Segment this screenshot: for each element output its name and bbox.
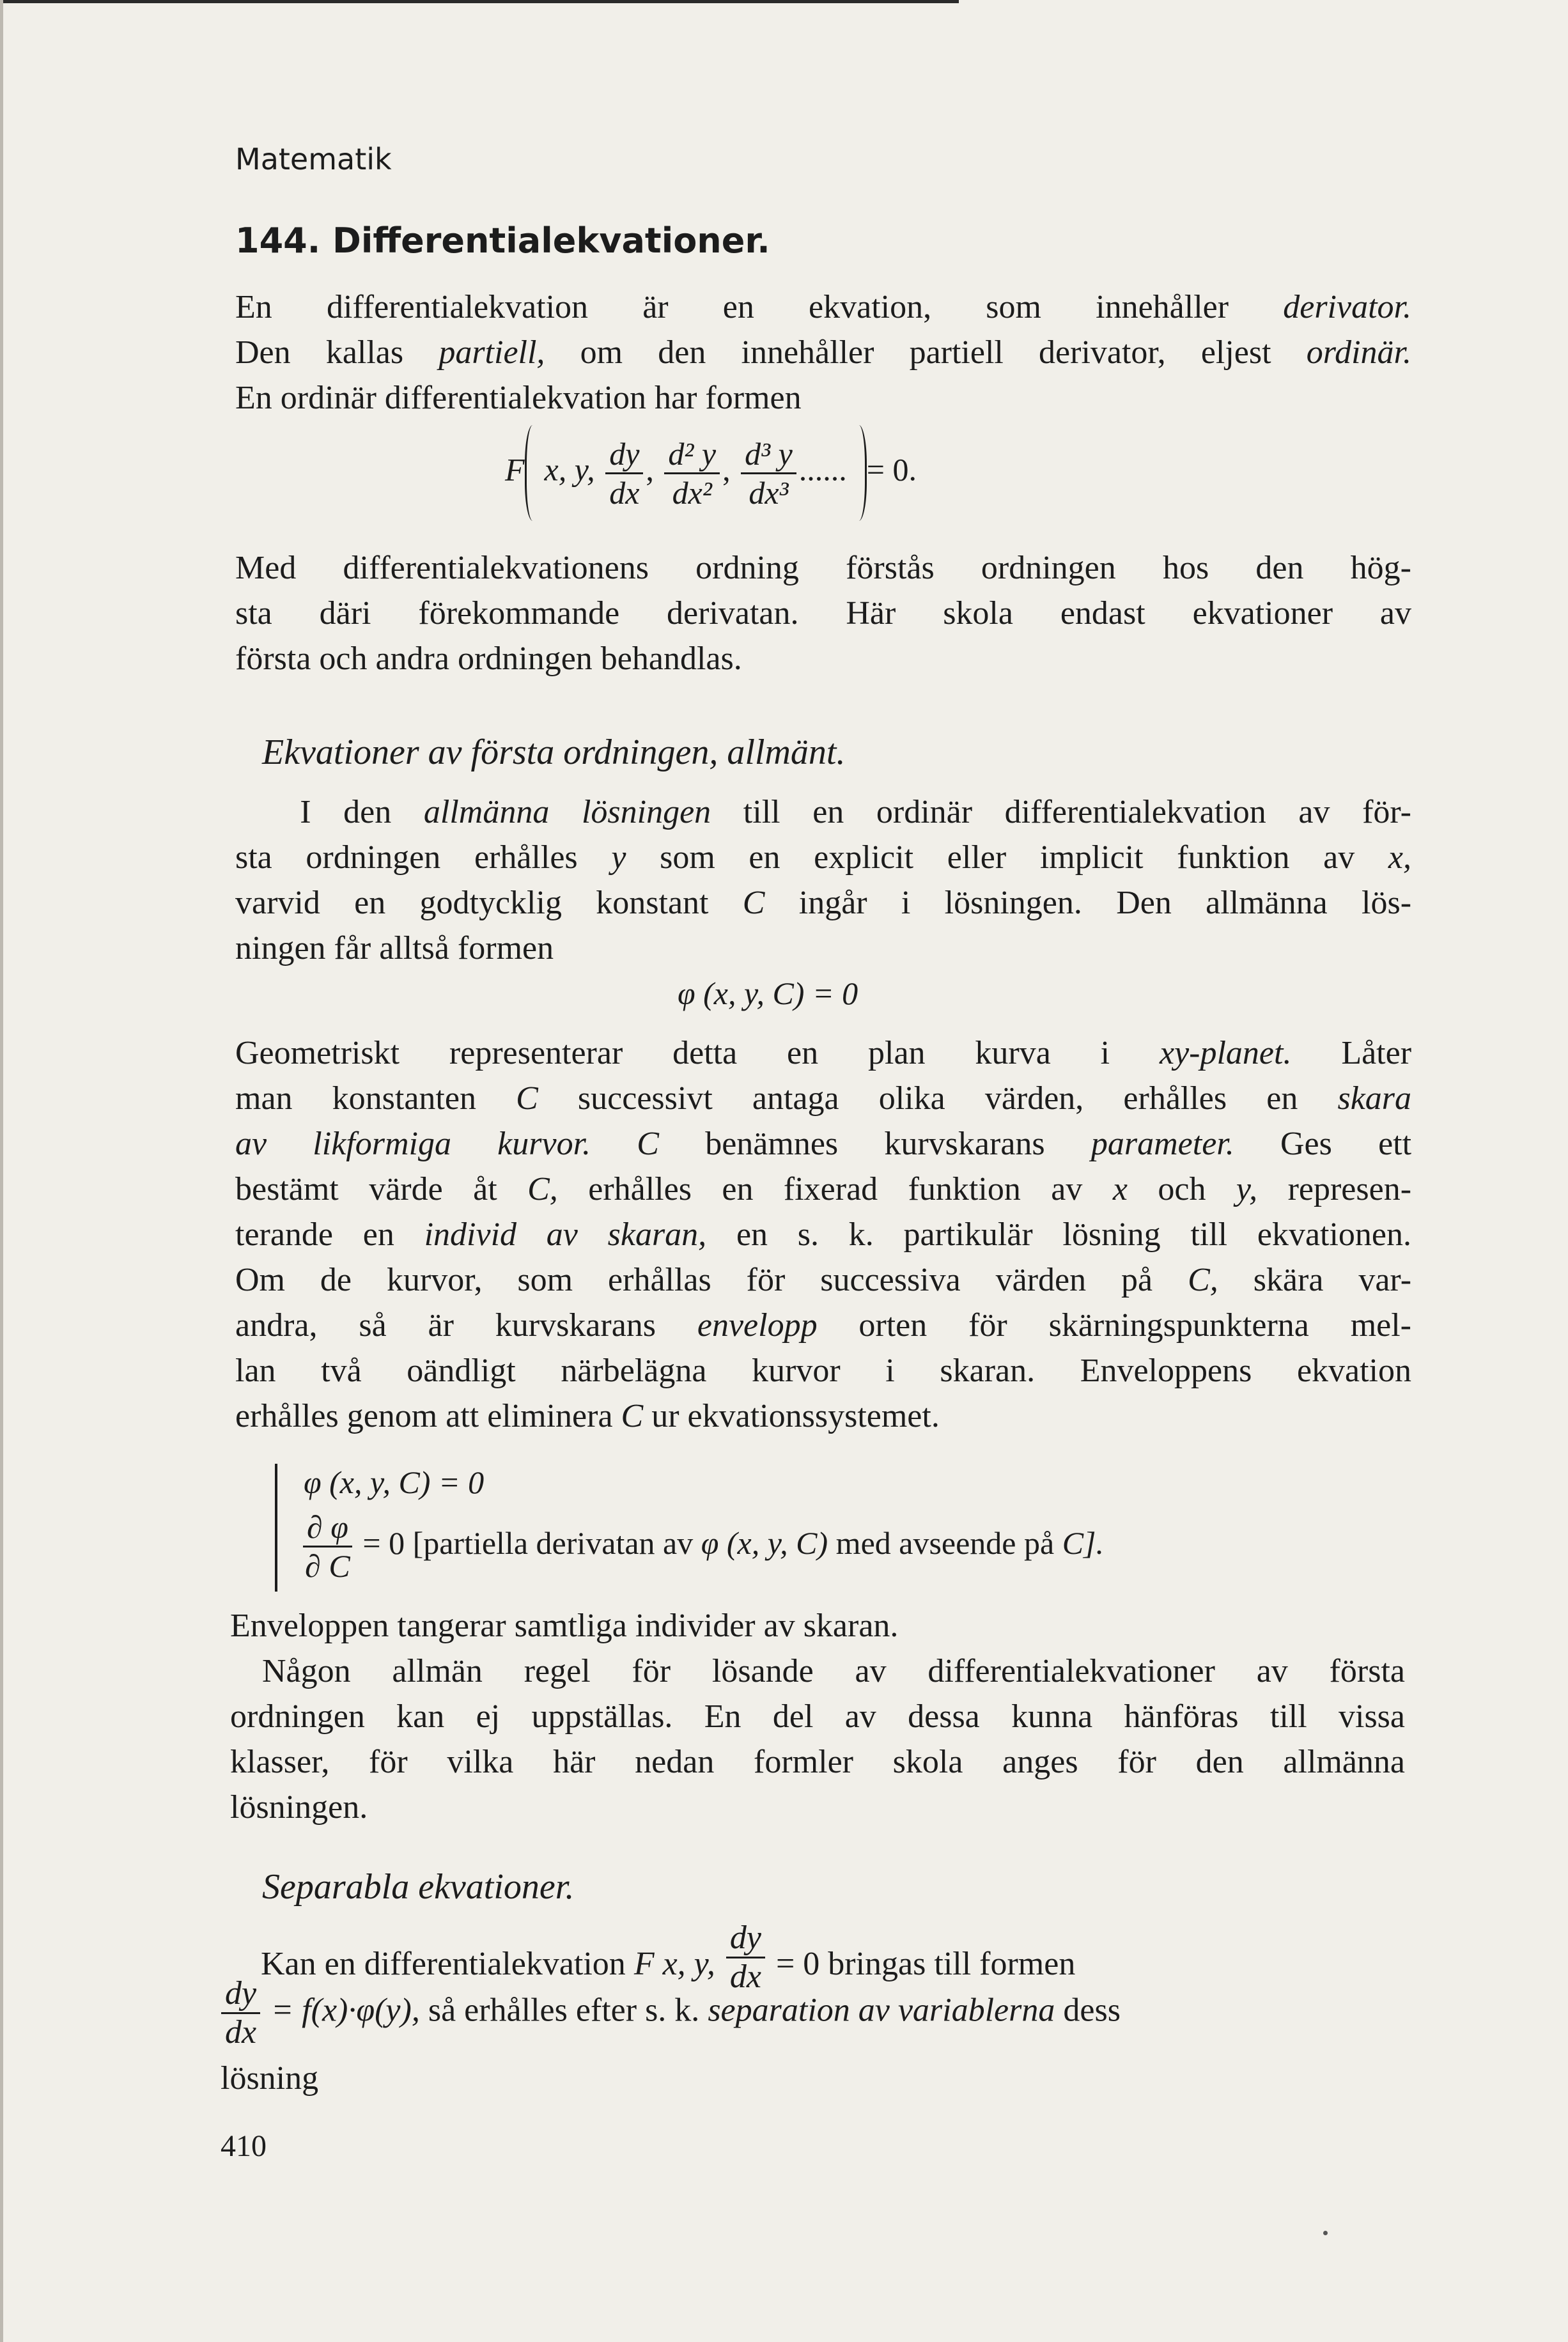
text-run: Ges ett	[1280, 1126, 1412, 1162]
denominator: dx	[729, 1958, 761, 1995]
var-y: y	[611, 839, 626, 876]
text-line: sta däri förekommande derivatan. Här skola endast ekvationer av	[235, 595, 1411, 632]
var-x: x,	[1388, 839, 1412, 876]
text-run: successivt antaga olika värden, erhålles en	[577, 1080, 1298, 1117]
text-run: represen-	[1287, 1171, 1412, 1207]
equals-zero: = 0.	[866, 451, 917, 488]
text-run: ur ekvationssystemet.	[651, 1398, 940, 1434]
text-line: ordningen kan ej uppställas. En del av dessa kunna hänföras till vissa	[230, 1698, 1405, 1735]
text-run: erhålles genom att eliminera	[235, 1398, 613, 1434]
var-C: C	[621, 1398, 644, 1434]
text-line: En ordinär differentialekvation har formen	[235, 380, 802, 416]
denominator: dx	[609, 474, 640, 511]
text-run: sta ordningen erhålles	[235, 839, 578, 876]
separable-line-2	[219, 1975, 1121, 2051]
system-equation-2	[300, 1508, 1104, 1585]
system-brace	[275, 1464, 284, 1592]
text-run: och	[1158, 1171, 1206, 1207]
text-run: en s. k. partikulär lösning till ekvationen.	[736, 1216, 1412, 1253]
denominator: dx³	[749, 474, 789, 511]
text-line: lan två oändligt närbelägna kurvor i skaran. Enveloppens ekvation	[235, 1353, 1411, 1389]
numerator: dy	[605, 435, 643, 474]
text-run: Den kallas	[235, 334, 404, 371]
text-run: andra, så är kurvskarans	[235, 1307, 656, 1344]
scan-edge-left	[0, 0, 3, 2342]
fraction-partial-phi-partial-C	[303, 1508, 352, 1585]
order-paragraph	[235, 545, 1411, 681]
text-run: Låter	[1341, 1035, 1412, 1071]
geometric-paragraph	[235, 1030, 1411, 1439]
var-C: C,	[1188, 1262, 1218, 1298]
fraction-dy-dx	[221, 1975, 260, 2051]
left-paren	[525, 425, 545, 521]
text-run: varvid en godtycklig konstant	[235, 885, 709, 921]
numerator: dy	[221, 1975, 260, 2014]
phi-function: φ (x, y, C)	[701, 1524, 828, 1561]
text-run: I den	[300, 794, 392, 830]
formula-args: x, y,	[662, 1946, 715, 1982]
text-run: till en ordinär differentialekvation av för-	[743, 794, 1411, 830]
text-line: Någon allmän regel för lösande av differentialekvationer av första	[262, 1653, 1405, 1689]
text-line: Med differentialekvationens ordning förstås ordningen hos den hög-	[235, 550, 1411, 586]
text-line: ningen får alltså formen	[235, 930, 554, 966]
numerator: ∂ φ	[303, 1508, 352, 1547]
general-solution-paragraph	[235, 789, 1411, 971]
term-envelopp: envelopp	[697, 1307, 818, 1344]
var-C: C	[516, 1080, 538, 1117]
text-run: bestämt värde åt	[235, 1171, 497, 1207]
symbol-F: F	[633, 1946, 655, 1982]
numerator: d³ y	[741, 435, 796, 474]
subheading-separable: Separabla ekvationer.	[262, 1867, 575, 1907]
term-skara: skara	[1337, 1080, 1412, 1117]
text-run: orten för skärningspunkterna mel-	[858, 1307, 1411, 1344]
var-C: C].	[1062, 1524, 1104, 1561]
text-run: Geometriskt representerar detta en plan kurva i	[235, 1035, 1110, 1071]
subheading-first-order: Ekvationer av första ordningen, allmänt.	[262, 733, 846, 772]
text-run: om den innehåller partiell derivator, eljest	[580, 334, 1271, 371]
enveloppe-paragraph	[230, 1603, 1405, 1830]
page-number: 410	[221, 2129, 267, 2163]
implicit-solution-formula: φ (x, y, C) = 0	[678, 975, 858, 1011]
text-line: klasser, för vilka här nedan formler skola anges för den allmänna	[230, 1744, 1405, 1780]
text-run: terande en	[235, 1216, 394, 1253]
running-head: Matematik	[235, 142, 392, 176]
system-equation-1: φ (x, y, C) = 0	[304, 1464, 485, 1500]
text-run: = 0 [partiella derivatan av	[362, 1524, 694, 1561]
ink-speck	[1323, 2231, 1328, 2235]
text-run: Om de kurvor, som erhållas för successiva värden på	[235, 1262, 1153, 1298]
var-C: C,	[527, 1171, 558, 1207]
text-line: Enveloppen tangerar samtliga individer av skaran.	[230, 1608, 899, 1644]
text-run: så erhålles efter s. k.	[428, 1992, 700, 2029]
symbol-F: F	[505, 451, 525, 488]
term-parameter: parameter.	[1091, 1126, 1234, 1162]
text-run: En differentialekvation är en ekvation, som innehåller	[235, 289, 1229, 325]
denominator: dx	[225, 2014, 257, 2051]
var-C: C	[742, 885, 765, 921]
denominator: ∂ C	[305, 1548, 350, 1584]
formula-args: x, y,	[544, 451, 595, 488]
general-ode-formula: F x, y, $\frac{dy}{dx}$ , $\frac{\text{d² y}}{\text{dx²}}$ , $\frac{\text{d³ y}}{\text{dx³}}$ ...... = 0.	[505, 425, 917, 521]
numerator: dy	[726, 1919, 765, 1958]
var-C: C	[637, 1126, 659, 1162]
text-line: lösningen.	[230, 1789, 368, 1826]
separable-line-3: lösning	[221, 2060, 319, 2097]
separable-rhs: = f(x)·φ(y),	[271, 1992, 420, 2029]
term-partiell: partiell,	[439, 334, 545, 371]
term-ordinar: ordinär.	[1306, 334, 1411, 371]
term-individ-av-skaran: individ av skaran,	[424, 1216, 707, 1253]
term-likformiga-kurvor: av likformiga kurvor.	[235, 1126, 591, 1162]
fraction-d3y-dx3	[741, 435, 796, 511]
text-run: skära var-	[1253, 1262, 1412, 1298]
ellipsis: ......	[798, 451, 847, 488]
fraction-d2y-dx2	[664, 435, 720, 511]
right-paren	[847, 425, 867, 521]
text-run: erhålles en fixerad funktion av	[588, 1171, 1083, 1207]
term-separation: separation av variablerna	[708, 1992, 1055, 2029]
term-derivator: derivator.	[1283, 289, 1411, 325]
text-run: ingår i lösningen. Den allmänna lös-	[798, 885, 1412, 921]
scan-edge-top	[0, 0, 959, 3]
text-run: = 0 bringas till formen	[775, 1946, 1076, 1982]
denominator: dx²	[672, 474, 712, 511]
text-run: benämnes kurvskarans	[705, 1126, 1045, 1162]
text-run: som en explicit eller implicit funktion av	[660, 839, 1355, 876]
term-xy-planet: xy-planet.	[1160, 1035, 1292, 1071]
section-heading: 144. Differentialekvationer.	[235, 221, 770, 261]
text-run: med avseende på	[835, 1524, 1055, 1561]
text-line: första och andra ordningen behandlas.	[235, 640, 742, 677]
numerator: d² y	[664, 435, 720, 474]
var-x: x	[1112, 1171, 1128, 1207]
term-allmanna-losningen: allmänna lösningen	[423, 794, 711, 830]
text-run: Kan en differentialekvation	[261, 1946, 626, 1982]
fraction-dy-dx	[605, 435, 643, 511]
text-run: man konstanten	[235, 1080, 476, 1117]
text-run: dess	[1063, 1992, 1121, 2029]
var-y: y,	[1236, 1171, 1258, 1207]
intro-paragraph	[235, 284, 1411, 421]
